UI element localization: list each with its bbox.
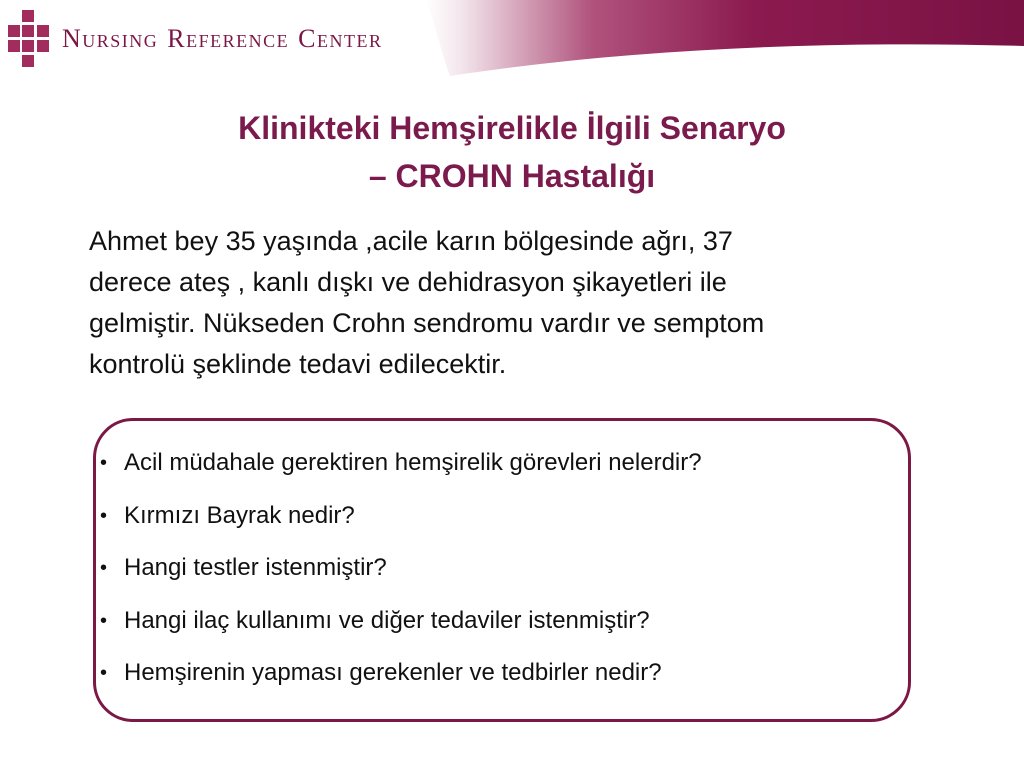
scenario-line: kontrolü şeklinde tedavi edilecektir.: [89, 349, 507, 379]
slide-title-line1: Klinikteki Hemşirelikle İlgili Senaryo: [238, 110, 786, 146]
question-item: [100, 601, 702, 654]
scenario-paragraph: [89, 221, 969, 385]
question-item: [100, 653, 702, 706]
questions-box: [93, 418, 911, 722]
scenario-line: derece ateş , kanlı dışkı ve dehidrasyon şikayetleri ile: [89, 267, 727, 297]
brand-name: [62, 24, 392, 54]
question-text: Hemşirenin yapması gerekenler ve tedbirler nedir?: [124, 659, 662, 686]
scenario-line: gelmiştir. Nükseden Crohn sendromu vardır ve semptom: [89, 308, 765, 338]
question-item: [100, 496, 702, 549]
slide-title-line2: – CROHN Hastalığı: [368, 158, 656, 194]
bullet-icon: •: [100, 504, 108, 527]
question-item: [100, 443, 702, 496]
slide-title: [62, 104, 962, 200]
scenario-line: Ahmet bey 35 yaşında ,acile karın bölgesinde ağrı, 37: [89, 226, 733, 256]
question-text: Hangi testler istenmiştir?: [124, 554, 387, 581]
bullet-icon: •: [100, 662, 108, 684]
brand-word-reference: REFERENCE: [167, 24, 290, 53]
question-text: Kırmızı Bayrak nedir?: [124, 501, 355, 529]
question-item: [100, 548, 702, 601]
brand-word-nursing: NURSING: [62, 24, 159, 53]
brand-word-center: CENTER: [298, 24, 383, 53]
logo-cross-icon: [8, 10, 50, 68]
questions-list: [100, 443, 702, 706]
question-text: Acil müdahale gerektiren hemşirelik görevleri nelerdir?: [124, 449, 702, 476]
bullet-icon: •: [100, 609, 108, 632]
bullet-icon: •: [100, 452, 108, 474]
question-text: Hangi ilaç kullanımı ve diğer tedaviler istenmiştir?: [124, 606, 650, 634]
bullet-icon: •: [100, 557, 108, 579]
